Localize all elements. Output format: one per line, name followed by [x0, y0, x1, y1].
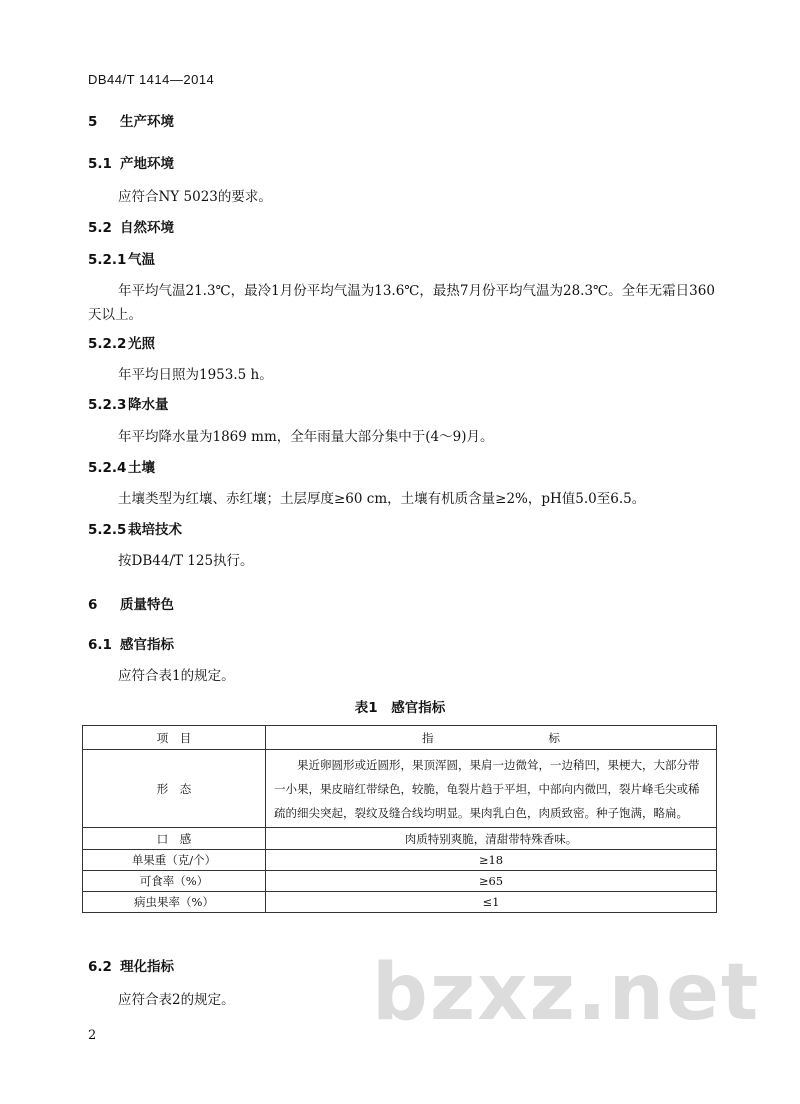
section-6-2-heading: 6.2 理化指标 [88, 959, 174, 975]
table-header-item: 项 目 [83, 726, 266, 750]
table-row [83, 750, 717, 828]
table-cell-value: ≤1 [266, 892, 717, 913]
section-5-2-5-text: 按DB44/T 125执行。 [118, 553, 254, 569]
table-1 [82, 725, 717, 913]
page-number: 2 [88, 1028, 97, 1043]
table-row [83, 828, 717, 850]
table-cell-value: ≥18 [266, 850, 717, 871]
table-cell-value: 肉质特别爽脆，清甜带特殊香味。 [266, 828, 717, 850]
section-6-1-text: 应符合表1的规定。 [118, 668, 235, 684]
section-5-1-text: 应符合NY 5023的要求。 [118, 189, 272, 205]
section-5-2-1-heading: 5.2.1 气温 [88, 252, 155, 268]
section-6-heading: 6 质量特色 [88, 597, 174, 613]
table-header-row [83, 726, 717, 750]
section-5-2-1-text-line2: 天以上。 [88, 307, 142, 323]
table-cell-item: 口 感 [83, 828, 266, 850]
table-row [83, 850, 717, 871]
section-6-2-text: 应符合表2的规定。 [118, 992, 235, 1008]
section-5-2-2-text: 年平均日照为1953.5 h。 [118, 367, 273, 383]
section-5-2-3-heading: 5.2.3 降水量 [88, 397, 169, 413]
table-cell-value: ≥65 [266, 871, 717, 892]
section-5-2-4-text: 土壤类型为红壤、赤红壤；土层厚度≥60 cm，土壤有机质含量≥2%，pH值5.0至6.5。 [118, 491, 646, 507]
table-cell-item: 病虫果率（%） [83, 892, 266, 913]
section-5-2-2-heading: 5.2.2 光照 [88, 336, 155, 352]
table-header-indicator: 指 标 [266, 726, 717, 750]
watermark: bzxz.net [372, 948, 761, 1038]
table-cell-item: 可食率（%） [83, 871, 266, 892]
table-row [83, 892, 717, 913]
section-6-1-heading: 6.1 感官指标 [88, 637, 174, 653]
table-cell-item: 形 态 [83, 750, 266, 828]
document-id: DB44/T 1414—2014 [88, 72, 215, 87]
section-5-2-5-heading: 5.2.5 栽培技术 [88, 522, 182, 538]
section-5-2-4-heading: 5.2.4 土壤 [88, 460, 155, 476]
section-5-heading: 5 生产环境 [88, 114, 174, 130]
section-5-2-heading: 5.2 自然环境 [88, 220, 174, 236]
table-row [83, 871, 717, 892]
section-5-2-1-text-line1: 年平均气温21.3℃，最冷1月份平均气温为13.6℃，最热7月份平均气温为28.3℃。全年无霜日360 [118, 283, 715, 299]
section-5-1-heading: 5.1 产地环境 [88, 156, 174, 172]
table-cell-item: 单果重（克/个） [83, 850, 266, 871]
section-5-2-3-text: 年平均降水量为1869 mm，全年雨量大部分集中于(4～9)月。 [118, 429, 494, 445]
table-1-caption: 表1 感官指标 [354, 700, 446, 716]
table-cell-value: 果近卵圆形或近圆形，果顶浑圆，果肩一边微耸，一边稍凹，果梗大，大部分带一小果，果皮暗红带绿色，较脆，龟裂片趋于平坦，中部向内微凹，裂片峰毛尖或稀疏的细尖突起，裂纹及缝合线均明显。果肉乳白色，肉质致密。种子饱满，略扁。 [266, 750, 717, 828]
